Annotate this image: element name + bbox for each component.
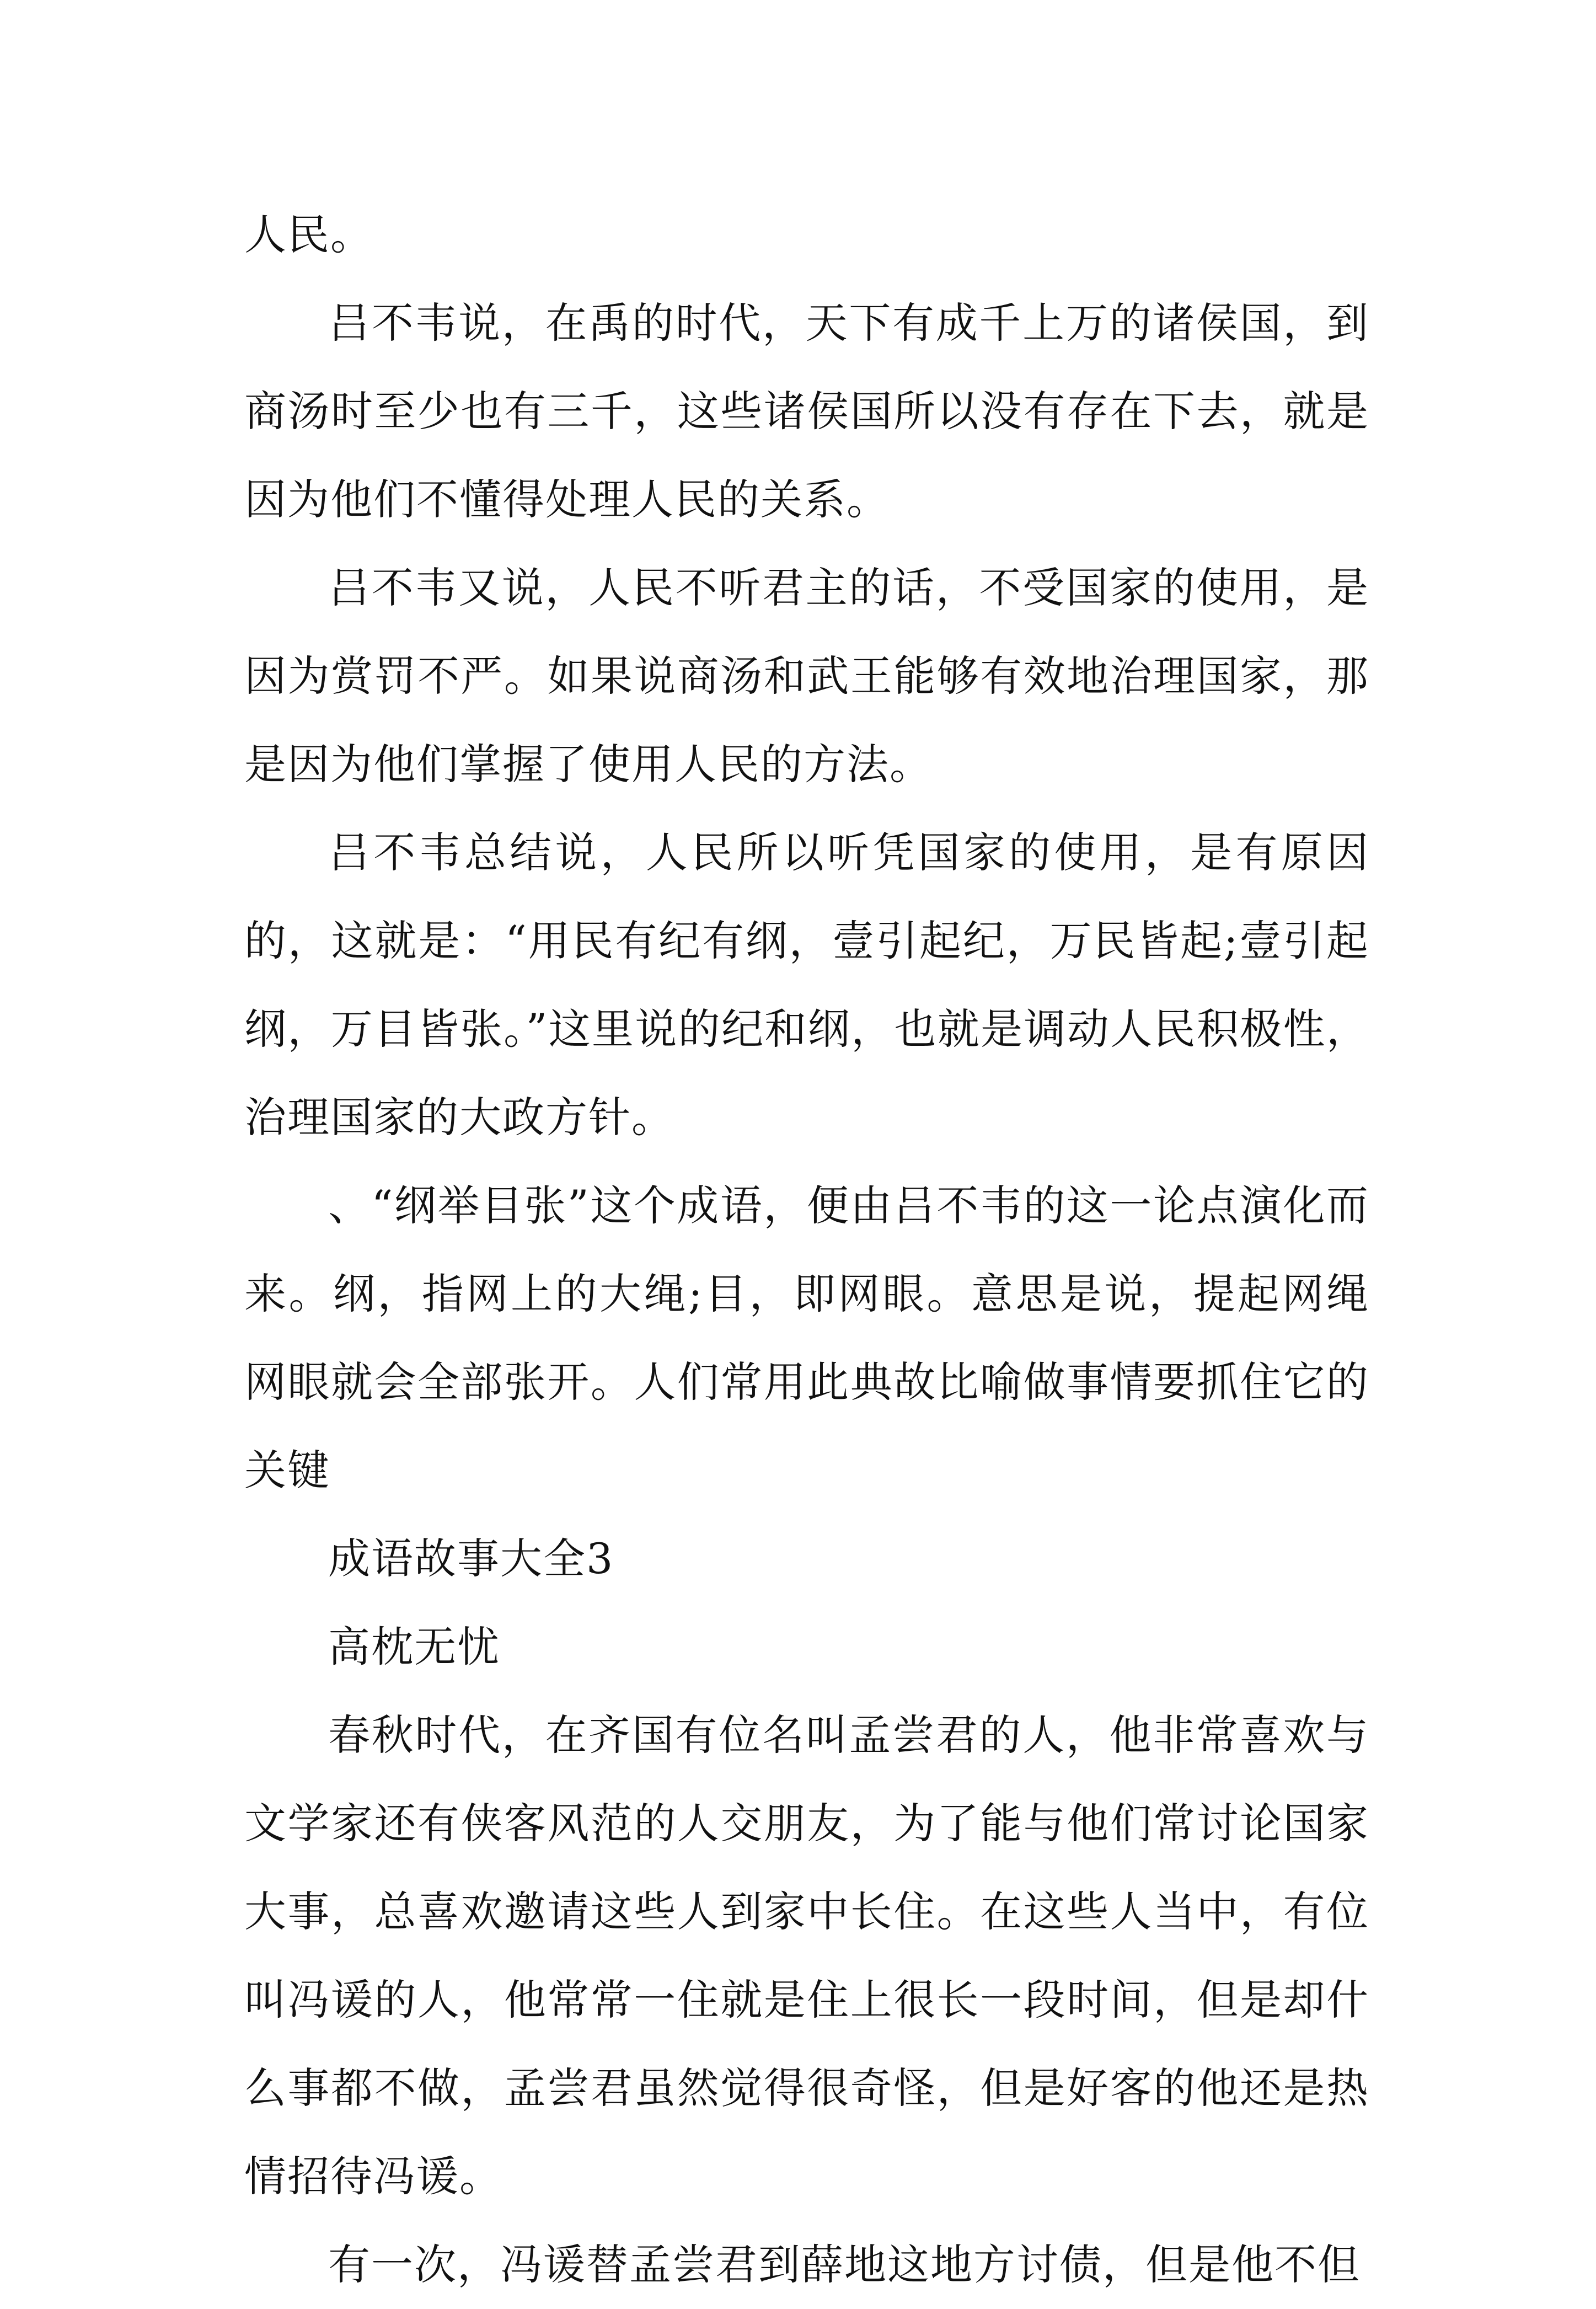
paragraph: 、“纲举目张”这个成语，便由吕不韦的这一论点演化而来。纲，指网上的大绳;目，即网眼。意思是说，提起网绳网眼就会全部张开。人们常用此典故比喻做事情要抓住它的关键: [244, 1181, 1369, 1495]
paragraph-continuation: 人民。: [244, 210, 373, 259]
paragraph: 吕不韦总结说，人民所以听凭国家的使用，是有原因的，这就是：“用民有纪有纲，壹引起纪，万民皆起;壹引起纲，万目皆张。”这里说的纪和纲，也就是调动人民积极性，治理国家的大政方针。: [244, 828, 1369, 1142]
paragraph: 有一次，冯谖替孟尝君到薛地这地方讨债，但是他不但: [328, 2240, 1361, 2289]
body-text: [244, 191, 1369, 2309]
story-title: 高枕无忧: [328, 1622, 500, 1671]
paragraph: 吕不韦又说，人民不听君主的话，不受国家的使用，是因为赏罚不严。如果说商汤和武王能够有效地治理国家，那是因为他们掌握了使用人民的方法。: [244, 563, 1369, 789]
section-heading: 成语故事大全3: [328, 1534, 614, 1583]
paragraph: 春秋时代，在齐国有位名叫孟尝君的人，他非常喜欢与文学家还有侠客风范的人交朋友，为了能与他们常讨论国家大事，总喜欢邀请这些人到家中长住。在这些人当中，有位叫冯谖的人，他常常一住就是住上很长一段时间，但是却什么事都不做，孟尝君虽然觉得很奇怪，但是好客的他还是热情招待冯谖。: [244, 1711, 1369, 2201]
paragraph: 吕不韦说，在禹的时代，天下有成千上万的诸侯国，到商汤时至少也有三千，这些诸侯国所以没有存在下去，就是因为他们不懂得处理人民的关系。: [244, 298, 1369, 524]
